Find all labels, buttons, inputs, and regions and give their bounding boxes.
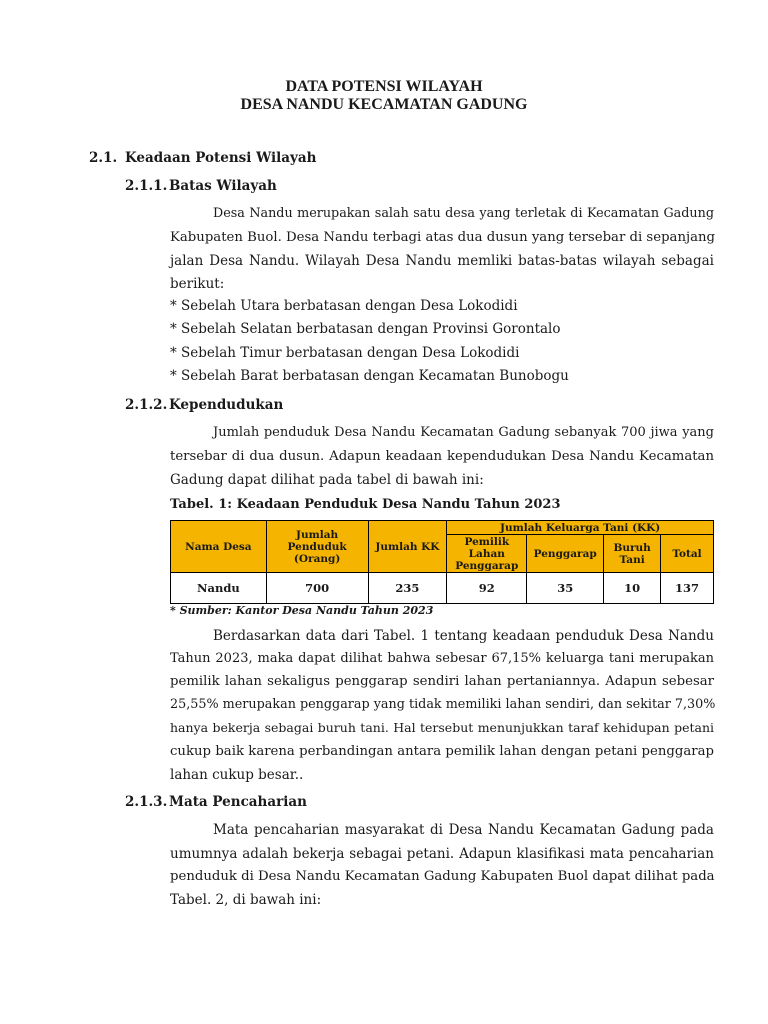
paragraph-line: tersebar di dua dusun. Adapun keadaan kependudukan Desa Nandu Kecamatan bbox=[170, 449, 714, 464]
header-buruh-tani bbox=[604, 535, 661, 573]
paragraph-line: Berdasarkan data dari Tabel. 1 tentang keadaan penduduk Desa Nandu bbox=[213, 628, 714, 644]
cell-pemilik: 92 bbox=[447, 573, 527, 604]
table-source: * Sumber: Kantor Desa Nandu Tahun 2023 bbox=[170, 604, 434, 617]
header-text: Buruh bbox=[613, 541, 651, 554]
section-2-1-3-heading bbox=[125, 794, 307, 810]
boundary-item: * Sebelah Selatan berbatasan dengan Provinsi Gorontalo bbox=[170, 321, 561, 337]
header-text: Tani bbox=[619, 553, 645, 566]
table-caption: Tabel. 1: Keadaan Penduduk Desa Nandu Tahun 2023 bbox=[170, 497, 561, 512]
header-group-keluarga-tani: Jumlah Keluarga Tani (KK) bbox=[447, 521, 714, 535]
population-table bbox=[170, 520, 714, 604]
section-label: Mata Pencaharian bbox=[169, 794, 307, 810]
cell-jumlah: 700 bbox=[266, 573, 368, 604]
paragraph-line: penduduk di Desa Nandu Kecamatan Gadung Kabupaten Buol dapat dilihat pada bbox=[170, 869, 715, 884]
header-nama-desa: Nama Desa bbox=[171, 521, 267, 573]
header-jumlah-kk: Jumlah KK bbox=[368, 521, 447, 573]
doc-title-line2: DESA NANDU KECAMATAN GADUNG bbox=[240, 96, 528, 113]
section-number: 2.1.2. bbox=[125, 397, 168, 413]
cell-kk: 235 bbox=[368, 573, 447, 604]
paragraph-line: jalan Desa Nandu. Wilayah Desa Nandu memliki batas-batas wilayah sebagai bbox=[170, 253, 714, 269]
header-jumlah-penduduk bbox=[266, 521, 368, 573]
paragraph-line: lahan cukup besar.. bbox=[170, 767, 304, 783]
paragraph-line: Gadung dapat dilihat pada tabel di bawah ini: bbox=[170, 472, 484, 488]
boundary-item: * Sebelah Utara berbatasan dengan Desa Lokodidi bbox=[170, 298, 518, 314]
boundary-item: * Sebelah Timur berbatasan dengan Desa Lokodidi bbox=[170, 345, 520, 361]
cell-buruh: 10 bbox=[604, 573, 661, 604]
section-2-1-2-heading bbox=[125, 397, 283, 413]
header-text: Jumlah bbox=[296, 528, 339, 541]
section-label: Kependudukan bbox=[169, 397, 284, 413]
section-number: 2.1.1. bbox=[125, 178, 168, 194]
paragraph-line: cukup baik karena perbandingan antara pemilik lahan dengan petani penggarap bbox=[170, 744, 714, 759]
section-number: 2.1. bbox=[89, 150, 118, 166]
boundary-item: * Sebelah Barat berbatasan dengan Kecamatan Bunobogu bbox=[170, 368, 569, 384]
doc-title-line1: DATA POTENSI WILAYAH bbox=[285, 78, 483, 95]
cell-total: 137 bbox=[661, 573, 714, 604]
table-row bbox=[171, 573, 714, 604]
paragraph-line: Tahun 2023, maka dapat dilihat bahwa sebesar 67,15% keluarga tani merupakan bbox=[170, 651, 714, 666]
header-text: Penggarap bbox=[455, 559, 519, 572]
section-label: Batas Wilayah bbox=[169, 178, 277, 194]
section-2-1-heading bbox=[89, 150, 316, 166]
paragraph-line: Jumlah penduduk Desa Nandu Kecamatan Gadung sebanyak 700 jiwa yang bbox=[213, 425, 714, 440]
paragraph-line: Mata pencaharian masyarakat di Desa Nandu Kecamatan Gadung pada bbox=[213, 822, 714, 838]
header-text: Pemilik bbox=[464, 535, 510, 548]
paragraph-line: Kabupaten Buol. Desa Nandu terbagi atas dua dusun yang tersebar di sepanjang bbox=[170, 230, 716, 245]
paragraph-line: hanya bekerja sebagai buruh tani. Hal tersebut menunjukkan taraf kehidupan petani bbox=[170, 720, 714, 735]
header-total: Total bbox=[661, 535, 714, 573]
paragraph-line: Desa Nandu merupakan salah satu desa yang terletak di Kecamatan Gadung bbox=[213, 206, 714, 221]
section-2-1-1-heading bbox=[125, 178, 277, 194]
cell-penggarap: 35 bbox=[527, 573, 604, 604]
paragraph-line: umumnya adalah bekerja sebagai petani. Adapun klasifikasi mata pencaharian bbox=[170, 846, 714, 862]
paragraph-line: pemilik lahan sekaligus penggarap sendiri lahan pertaniannya. Adapun sebesar bbox=[170, 674, 714, 689]
header-penggarap: Penggarap bbox=[527, 535, 604, 573]
paragraph-line: Tabel. 2, di bawah ini: bbox=[170, 892, 322, 908]
header-pemilik-lahan bbox=[447, 535, 527, 573]
section-number: 2.1.3. bbox=[125, 794, 168, 810]
header-text: Penduduk bbox=[287, 540, 347, 553]
paragraph-line: berikut: bbox=[170, 276, 225, 292]
section-label: Keadaan Potensi Wilayah bbox=[125, 150, 317, 166]
paragraph-line: 25,55% merupakan penggarap yang tidak memiliki lahan sendiri, dan sekitar 7,30% bbox=[170, 697, 716, 712]
header-text: Lahan bbox=[468, 547, 505, 560]
cell-nama: Nandu bbox=[171, 573, 267, 604]
header-text: (Orang) bbox=[293, 552, 341, 565]
